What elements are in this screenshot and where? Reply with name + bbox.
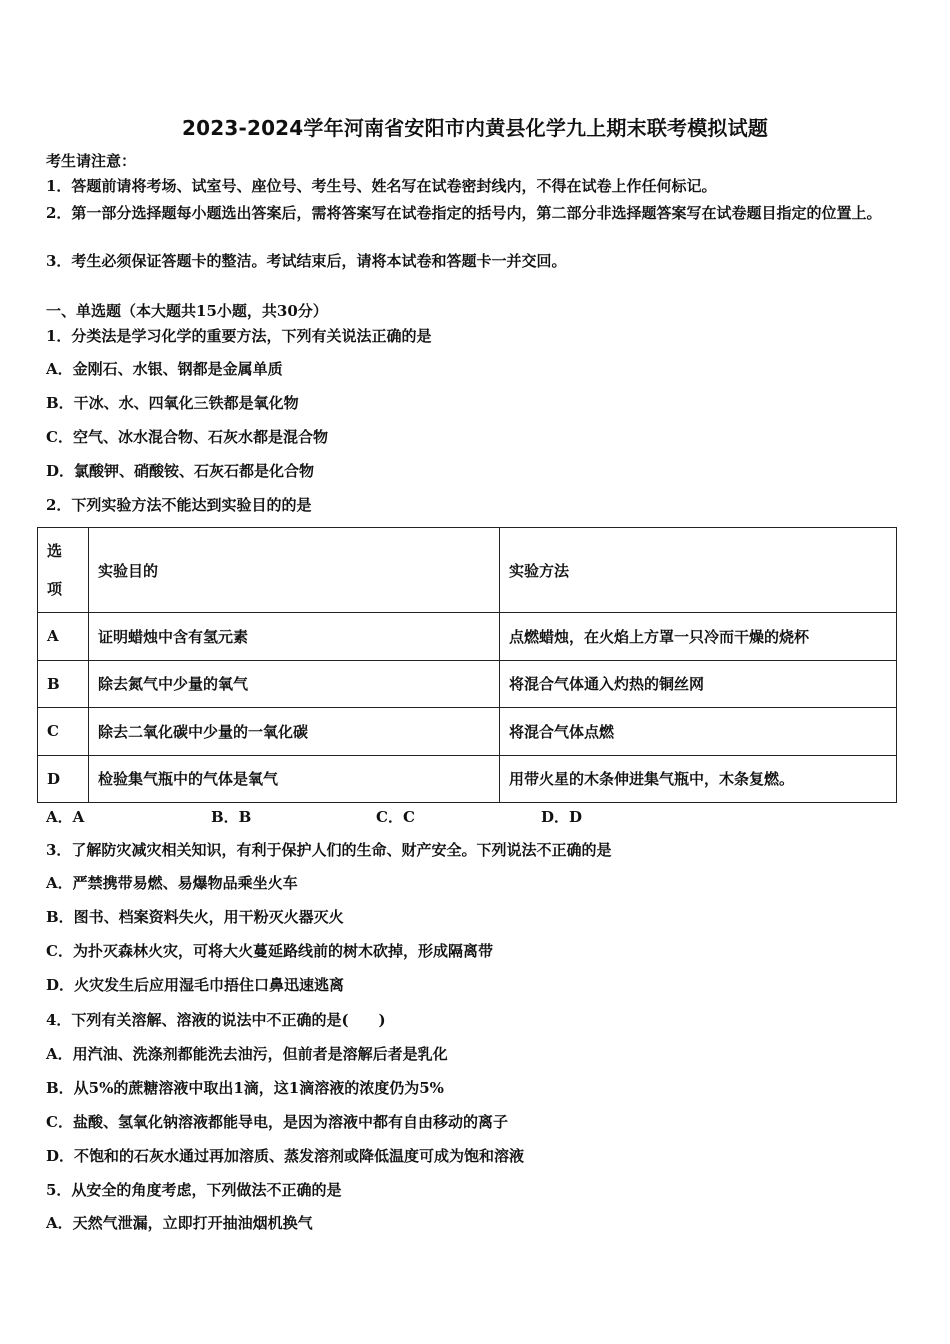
header-goal: 实验目的 xyxy=(89,528,500,613)
question-1-option: C．空气、冰水混合物、石灰水都是混合物 xyxy=(46,428,328,446)
notice-item: 2．第一部分选择题每小题选出答案后，需将答案写在试卷指定的括号内，第二部分非选择题答案写在试卷题目指定的位置上。 xyxy=(46,204,882,222)
table-row xyxy=(38,660,897,708)
question-4-option: D．不饱和的石灰水通过再加溶质、蒸发溶剂或降低温度可成为饱和溶液 xyxy=(46,1147,525,1165)
row-option: B xyxy=(38,660,89,708)
row-method: 将混合气体点燃 xyxy=(500,708,897,756)
row-goal: 证明蜡烛中含有氢元素 xyxy=(89,613,500,661)
page-title: 2023-2024学年河南省安阳市内黄县化学九上期末联考模拟试题 xyxy=(181,116,769,140)
question-2-answer: B．B xyxy=(211,808,252,826)
notice-heading: 考生请注意： xyxy=(46,152,137,170)
question-1-option: D．氯酸钾、硝酸铵、石灰石都是化合物 xyxy=(46,462,315,480)
table-row xyxy=(38,613,897,661)
row-option: A xyxy=(38,613,89,661)
table-header-row xyxy=(38,528,897,613)
question-1-option: A．金刚石、水银、钢都是金属单质 xyxy=(46,360,283,378)
row-goal: 除去氮气中少量的氧气 xyxy=(89,660,500,708)
table-row xyxy=(38,708,897,756)
question-4-option: C．盐酸、氢氧化钠溶液都能导电，是因为溶液中都有自由移动的离子 xyxy=(46,1113,508,1131)
section-heading: 一、单选题（本大题共15小题，共30分） xyxy=(46,302,328,320)
question-4-option: B．从5%的蔗糖溶液中取出1滴，这1滴溶液的浓度仍为5% xyxy=(46,1079,444,1097)
question-2-stem: 2．下列实验方法不能达到实验目的的是 xyxy=(46,496,312,514)
notice-item: 3．考生必须保证答题卡的整洁。考试结束后，请将本试卷和答题卡一并交回。 xyxy=(46,252,567,270)
row-method: 将混合气体通入灼热的铜丝网 xyxy=(500,660,897,708)
question-3-option: A．严禁携带易燃、易爆物品乘坐火车 xyxy=(46,874,298,892)
question-4-stem: 4．下列有关溶解、溶液的说法中不正确的是( ) xyxy=(46,1011,386,1029)
question-2-answers xyxy=(46,806,646,826)
question-1-option: B．干冰、水、四氧化三铁都是氧化物 xyxy=(46,394,299,412)
row-option: C xyxy=(38,708,89,756)
question-2-answer: D．D xyxy=(541,808,583,826)
question-3-stem: 3．了解防灾减灾相关知识，有利于保护人们的生命、财产安全。下列说法不正确的是 xyxy=(46,841,612,859)
table-row xyxy=(38,755,897,803)
notice-item: 1．答题前请将考场、试室号、座位号、考生号、姓名写在试卷密封线内，不得在试卷上作任何标记。 xyxy=(46,177,717,195)
question-5-stem: 5．从安全的角度考虑，下列做法不正确的是 xyxy=(46,1181,342,1199)
question-5-option: A．天然气泄漏，立即打开抽油烟机换气 xyxy=(46,1214,313,1232)
row-goal: 检验集气瓶中的气体是氧气 xyxy=(89,755,500,803)
question-2-table xyxy=(37,527,897,803)
question-3-option: D．火灾发生后应用湿毛巾捂住口鼻迅速逃离 xyxy=(46,976,345,994)
row-method: 点燃蜡烛，在火焰上方罩一只冷而干燥的烧杯 xyxy=(500,613,897,661)
row-goal: 除去二氧化碳中少量的一氧化碳 xyxy=(89,708,500,756)
header-option: 选 项 xyxy=(38,528,89,613)
question-4-option: A．用汽油、洗涤剂都能洗去油污，但前者是溶解后者是乳化 xyxy=(46,1045,448,1063)
header-method: 实验方法 xyxy=(500,528,897,613)
question-2-answer: A．A xyxy=(46,808,85,826)
row-option: D xyxy=(38,755,89,803)
question-2-answer: C．C xyxy=(376,808,415,826)
question-3-option: B．图书、档案资料失火，用干粉灭火器灭火 xyxy=(46,908,344,926)
row-method: 用带火星的木条伸进集气瓶中，木条复燃。 xyxy=(500,755,897,803)
question-3-option: C．为扑灭森林火灾，可将大火蔓延路线前的树木砍掉，形成隔离带 xyxy=(46,942,493,960)
question-1-stem: 1．分类法是学习化学的重要方法，下列有关说法正确的是 xyxy=(46,327,432,345)
